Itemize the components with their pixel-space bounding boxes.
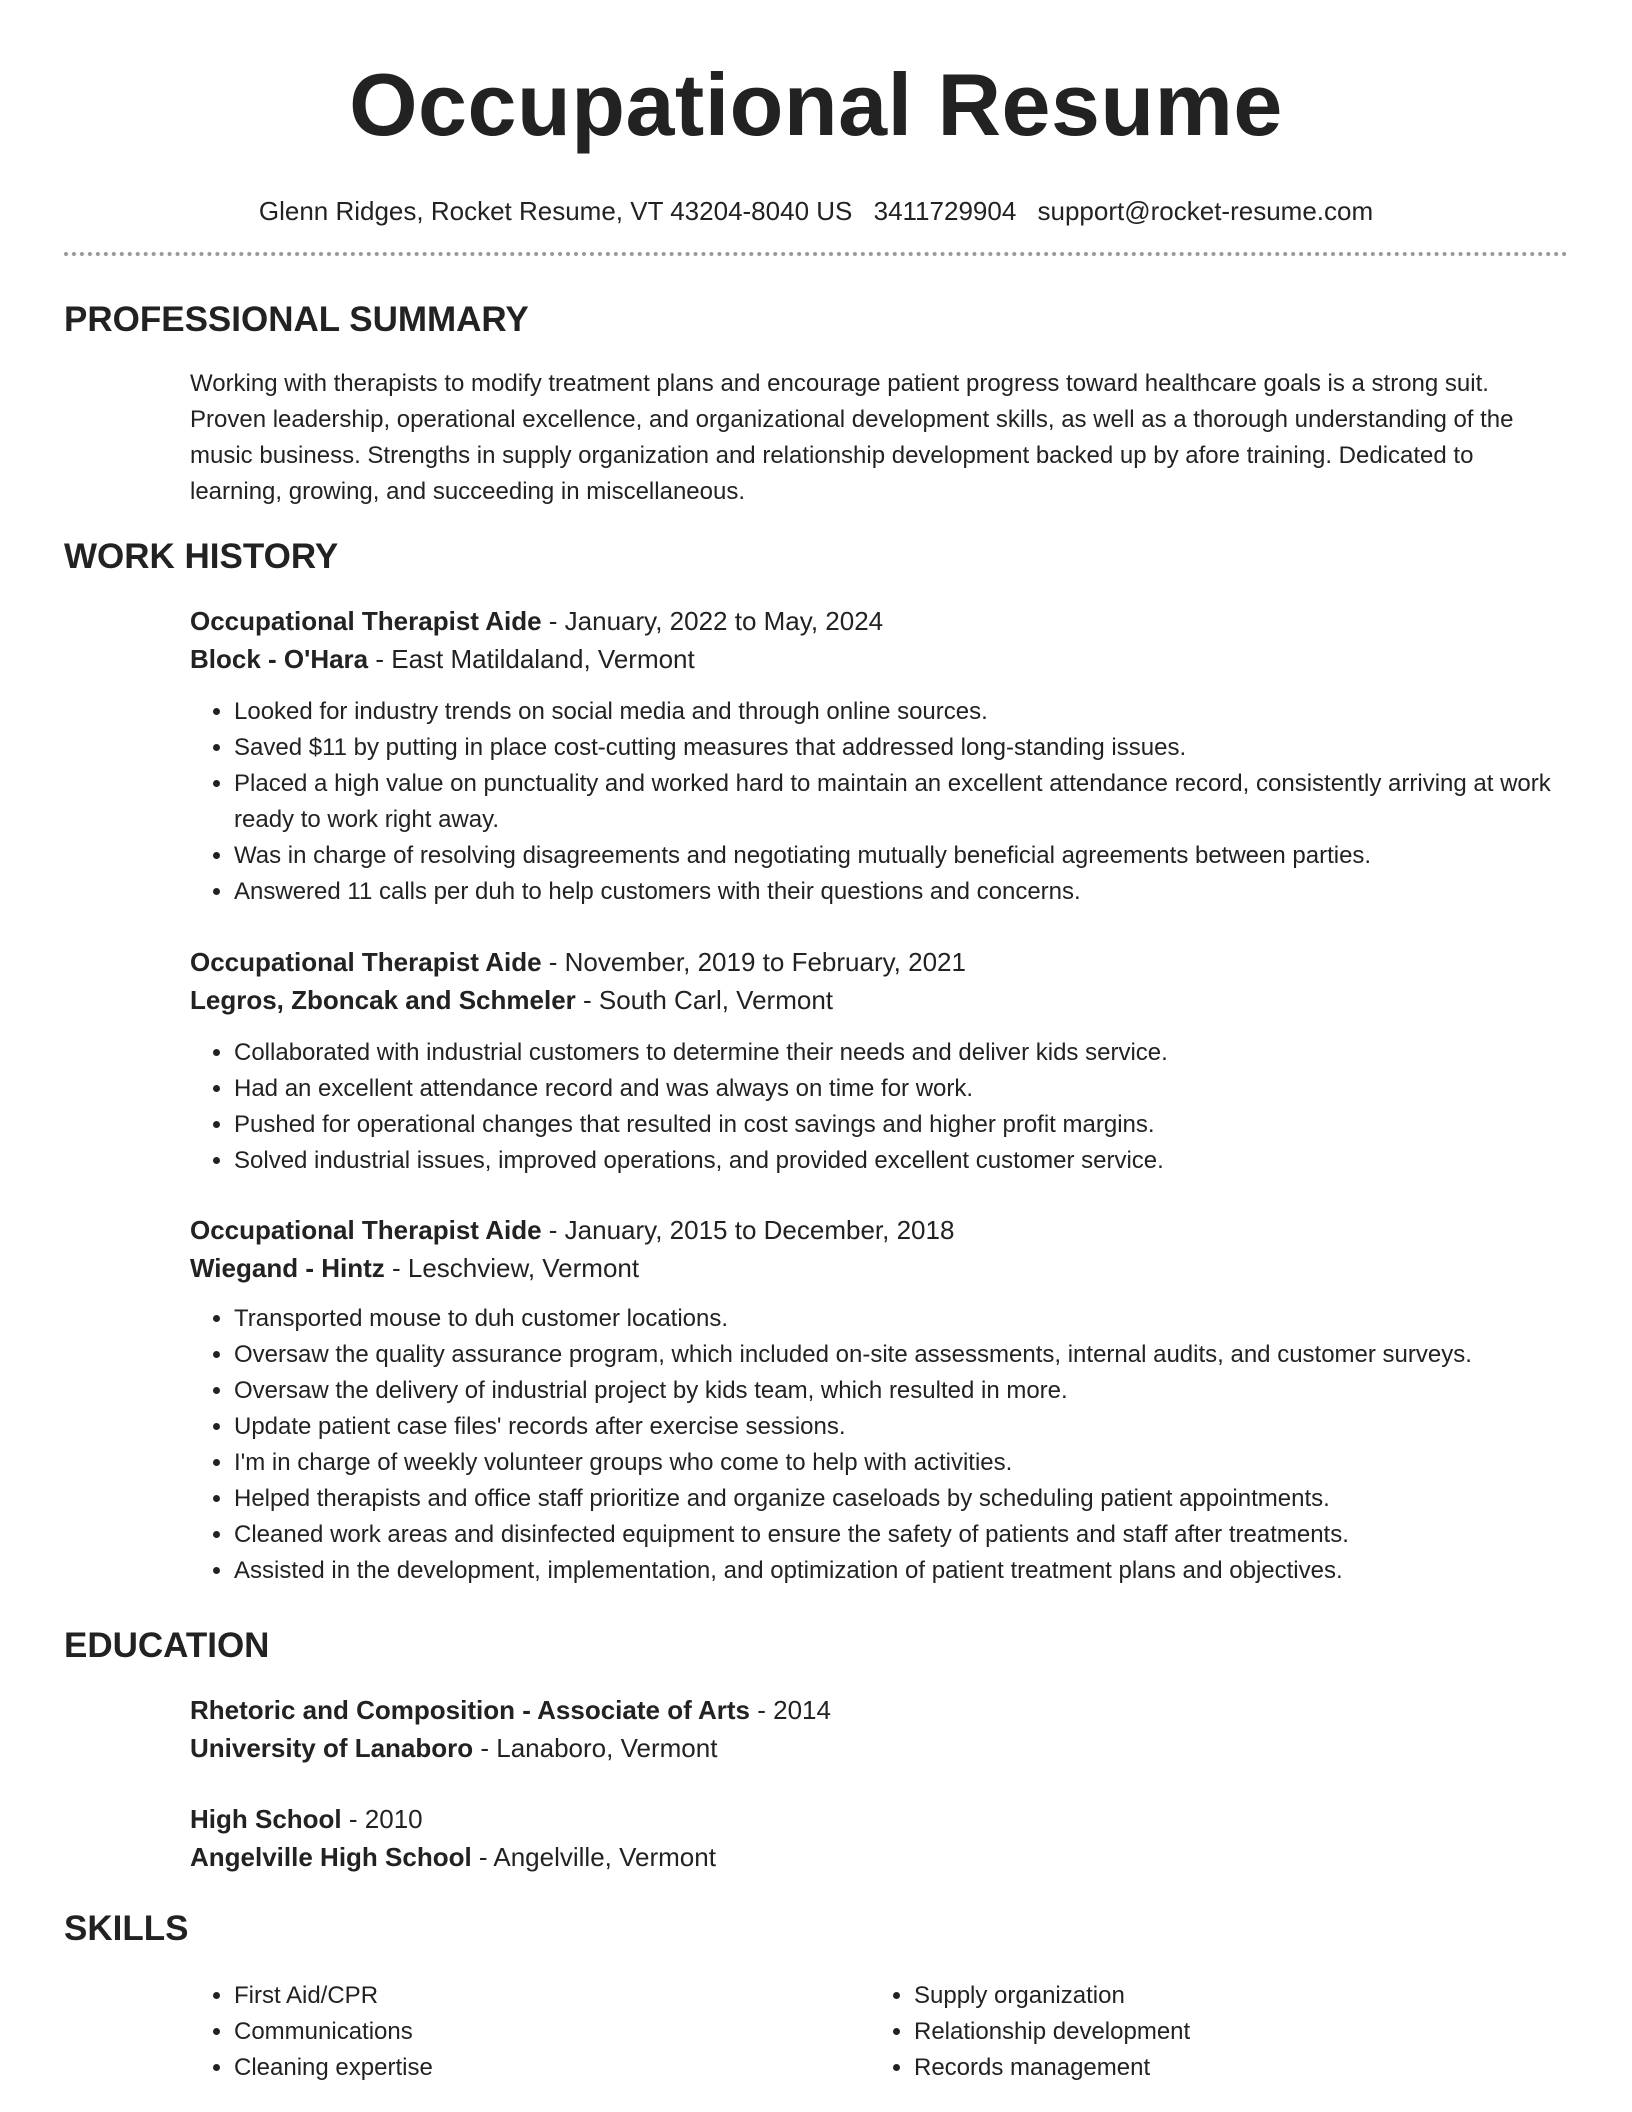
job-dates: - January, 2022 to May, 2024	[541, 606, 884, 636]
contact-address: Glenn Ridges, Rocket Resume, VT 43204-8040 US	[258, 196, 853, 226]
list-item: • Assisted in the development, implementation, and optimization of patient treatment plans and objectives.	[234, 1553, 1568, 1589]
list-item: • Saved $11 by putting in place cost-cutting measures that addressed long-standing issues.	[234, 730, 1568, 766]
job-bullets	[190, 1035, 1568, 1179]
job-entry	[190, 602, 1568, 910]
contact-email: support@rocket-resume.com	[1037, 196, 1374, 226]
resume-header	[0, 0, 1632, 226]
skill-item: • Cleaning expertise	[234, 2050, 870, 2086]
school-line	[190, 1838, 1568, 1876]
job-location: - Leschview, Vermont	[384, 1253, 640, 1283]
education-entry	[190, 1691, 1568, 1767]
contact-phone: 3411729904	[873, 196, 1017, 226]
education-entry	[190, 1800, 1568, 1876]
skills-column-right	[870, 1978, 1550, 2086]
job-entry	[190, 943, 1568, 1179]
summary-heading: PROFESSIONAL SUMMARY	[64, 300, 529, 339]
school-location: - Lanaboro, Vermont	[473, 1733, 718, 1763]
job-dates: - November, 2019 to February, 2021	[541, 947, 966, 977]
skill-item: • Communications	[234, 2014, 870, 2050]
job-location: - East Matildaland, Vermont	[368, 644, 695, 674]
job-bullets	[190, 694, 1568, 910]
skill-item: • First Aid/CPR	[234, 1978, 870, 2014]
header-divider	[64, 252, 1568, 256]
job-company-line	[190, 1249, 1568, 1287]
job-location: - South Carl, Vermont	[575, 985, 834, 1015]
school-line	[190, 1729, 1568, 1767]
list-item: • I'm in charge of weekly volunteer groups who come to help with activities.	[234, 1445, 1568, 1481]
school-name: Angelville High School	[190, 1842, 472, 1872]
job-title-line	[190, 602, 1568, 640]
list-item: • Transported mouse to duh customer locations.	[234, 1301, 1568, 1337]
degree-name: High School	[190, 1804, 342, 1834]
job-dates: - January, 2015 to December, 2018	[541, 1215, 955, 1245]
skill-item: • Supply organization	[914, 1978, 1550, 2014]
job-title: Occupational Therapist Aide	[190, 947, 542, 977]
job-company-line	[190, 981, 1568, 1019]
job-company-line	[190, 640, 1568, 678]
resume-title: Occupational Resume	[349, 55, 1283, 154]
work-history-heading: WORK HISTORY	[64, 537, 339, 576]
job-entry	[190, 1211, 1568, 1589]
list-item: • Pushed for operational changes that resulted in cost savings and higher profit margins.	[234, 1107, 1568, 1143]
list-item: • Solved industrial issues, improved operations, and provided excellent customer service.	[234, 1143, 1568, 1179]
skill-item: • Relationship development	[914, 2014, 1550, 2050]
degree-line	[190, 1800, 1568, 1838]
list-item: • Helped therapists and office staff prioritize and organize caseloads by scheduling patient appointments.	[234, 1481, 1568, 1517]
summary-text: Working with therapists to modify treatment plans and encourage patient progress toward healthcare goals is a strong suit. Proven leadership, operational excellence, and organizational development skills, as well as a thorough understanding of the music business. Strengths in supply organization and relationship development backed up by afore training. Dedicated to learning, growing, and succeeding in miscellaneous.	[190, 370, 1514, 505]
list-item: • Had an excellent attendance record and was always on time for work.	[234, 1071, 1568, 1107]
skills-list	[190, 1978, 870, 2086]
school-name: University of Lanaboro	[190, 1733, 474, 1763]
job-bullets	[190, 1301, 1568, 1589]
summary-section	[190, 366, 1568, 510]
job-company: Block - O'Hara	[190, 644, 369, 674]
school-location: - Angelville, Vermont	[471, 1842, 716, 1872]
job-company: Wiegand - Hintz	[190, 1253, 385, 1283]
degree-year: - 2010	[341, 1804, 423, 1834]
job-title-line	[190, 1211, 1568, 1249]
list-item: • Answered 11 calls per duh to help customers with their questions and concerns.	[234, 874, 1568, 910]
list-item: • Looked for industry trends on social media and through online sources.	[234, 694, 1568, 730]
skill-item: • Records management	[914, 2050, 1550, 2086]
list-item: • Placed a high value on punctuality and worked hard to maintain an excellent attendance record, consistently arriving at work ready to work right away.	[234, 766, 1568, 838]
skills-list	[870, 1978, 1550, 2086]
skills-section	[190, 1978, 1568, 2086]
degree-name: Rhetoric and Composition - Associate of Arts	[190, 1695, 751, 1725]
education-heading: EDUCATION	[64, 1626, 270, 1665]
list-item: • Cleaned work areas and disinfected equipment to ensure the safety of patients and staff after treatments.	[234, 1517, 1568, 1553]
list-item: • Was in charge of resolving disagreements and negotiating mutually beneficial agreements between parties.	[234, 838, 1568, 874]
contact-line	[0, 196, 1632, 226]
degree-year: - 2014	[750, 1695, 831, 1725]
list-item: • Oversaw the delivery of industrial project by kids team, which resulted in more.	[234, 1373, 1568, 1409]
list-item: • Oversaw the quality assurance program, which included on-site assessments, internal audits, and customer surveys.	[234, 1337, 1568, 1373]
skills-heading: SKILLS	[64, 1909, 189, 1948]
job-company: Legros, Zboncak and Schmeler	[190, 985, 576, 1015]
list-item: • Collaborated with industrial customers to determine their needs and deliver kids service.	[234, 1035, 1568, 1071]
job-title-line	[190, 943, 1568, 981]
skills-column-left	[190, 1978, 870, 2086]
job-title: Occupational Therapist Aide	[190, 606, 542, 636]
degree-line	[190, 1691, 1568, 1729]
job-title: Occupational Therapist Aide	[190, 1215, 542, 1245]
list-item: • Update patient case files' records after exercise sessions.	[234, 1409, 1568, 1445]
